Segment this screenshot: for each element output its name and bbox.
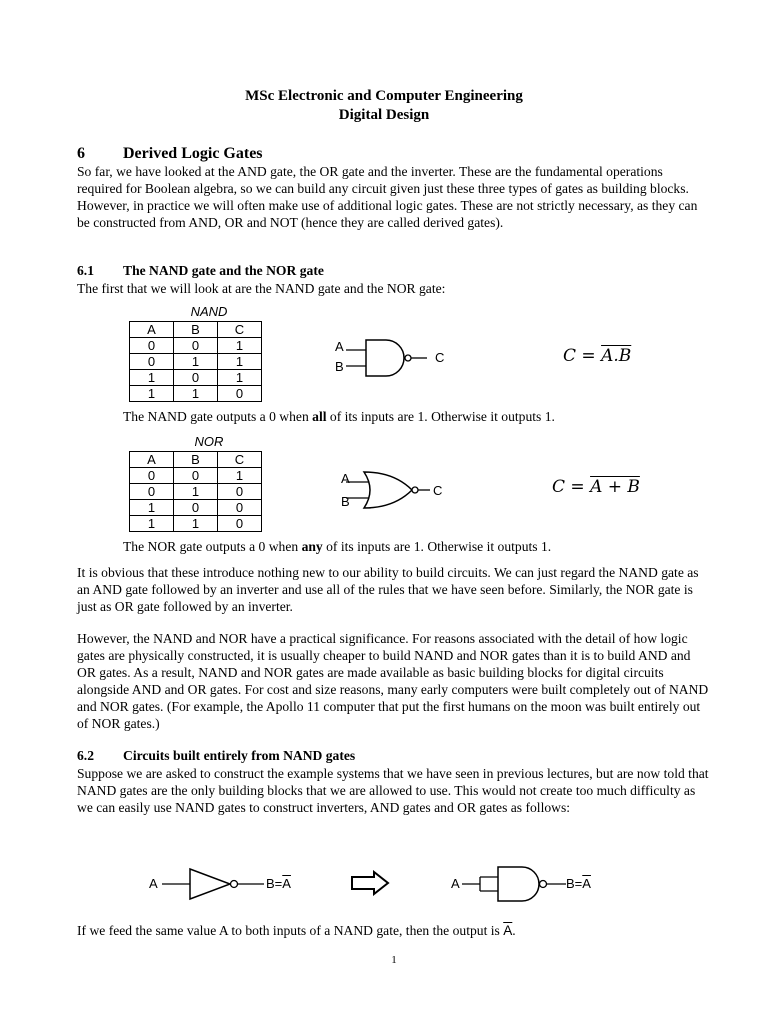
output-text: B= — [566, 876, 583, 891]
table-row — [130, 484, 262, 500]
table-cell: 1 — [130, 500, 174, 516]
table-row — [130, 468, 262, 484]
equation-lhs: C = — [552, 477, 591, 497]
section-6-2-heading — [77, 748, 355, 764]
table-cell: 0 — [130, 468, 174, 484]
table-header-cell: A — [130, 322, 174, 338]
nand-input-b-label: B — [335, 359, 344, 374]
section-number: 6 — [77, 145, 85, 162]
table-cell: 0 — [218, 386, 262, 402]
table-cell: 1 — [218, 468, 262, 484]
nor-input-b-label: B — [341, 494, 350, 509]
output-text: B= — [266, 876, 283, 891]
table-header-cell: A — [130, 452, 174, 468]
table-cell: 0 — [218, 516, 262, 532]
sentence-bar-text: $\overline{A}$ — [503, 923, 513, 938]
table-header-cell: C — [218, 322, 262, 338]
sentence-text: . — [512, 923, 516, 938]
table-row — [130, 516, 262, 532]
desc-bold: any — [301, 539, 323, 554]
table-header-row — [130, 322, 262, 338]
table-cell: 1 — [174, 516, 218, 532]
table-cell: 1 — [130, 370, 174, 386]
nand-equation — [563, 346, 631, 366]
table-row — [130, 354, 262, 370]
output-bar-text: $\overline{A}$ — [582, 876, 591, 891]
table-header-cell: C — [218, 452, 262, 468]
sentence-text: If we feed the same value A to both inputs of a NAND gate, then the output is — [77, 923, 504, 938]
table-cell: 0 — [218, 500, 262, 516]
table-cell: 0 — [130, 484, 174, 500]
section-title: Derived Logic Gates — [123, 145, 263, 162]
paragraph-obvious: It is obvious that these introduce nothing new to our ability to build circuits. We can just regard the NAND gate as an AND gate followed by an inverter and use all of the rules that we have seen before. Similarly, the NOR gate is just as OR gate followed by an inverter. — [77, 565, 699, 614]
section-title: Circuits built entirely from NAND gates — [123, 748, 356, 763]
page-number: 1 — [391, 954, 397, 966]
section-6-2-paragraph: Suppose we are asked to construct the example systems that we have seen in previous lectures, but are now told that NAND gates are the only building blocks that we are allowed to use. This would not create too much difficulty as we can easily use NAND gates to construct inverters, AND gates and OR gates as follows: — [77, 766, 709, 815]
equation-rhs-bar: A + B — [590, 477, 640, 497]
nor-input-a-label: A — [341, 471, 350, 486]
desc-bold: all — [312, 409, 327, 424]
table-row — [130, 370, 262, 386]
nand-table-caption: NAND — [190, 304, 228, 319]
equation-lhs: C = — [563, 346, 602, 366]
nand-input-a-label: A — [335, 339, 344, 354]
section-title: The NAND gate and the NOR gate — [123, 263, 324, 278]
desc-text: of its inputs are 1. Otherwise it outputs 1. — [322, 539, 552, 554]
table-cell: 1 — [130, 386, 174, 402]
paragraph-however: However, the NAND and NOR have a practical significance. For reasons associated with the detail of how logic gates are physically constructed, it is usually cheaper to build NAND and NOR gates than it is to build AND and OR gates. As a result, NAND and NOR gates are made available as basic building blocks for digital circuits alongside AND and OR gates. For cost and size reasons, many early computers were built completely out of NAND and NOR gates. (For example, the Apollo 11 computer that put the first humans on the moon was built entirely out of NOR gates.) — [77, 631, 709, 731]
final-sentence — [77, 922, 711, 939]
table-cell: 0 — [130, 338, 174, 354]
nand-inverter-input-label: A — [451, 876, 460, 891]
nor-output-label: C — [433, 483, 443, 498]
table-cell: 1 — [174, 354, 218, 370]
table-header-row — [130, 452, 262, 468]
nand-description — [123, 409, 555, 425]
section-number: 6.1 — [77, 263, 94, 278]
doc-subtitle: Digital Design — [338, 107, 430, 123]
table-row — [130, 500, 262, 516]
table-cell: 1 — [218, 354, 262, 370]
table-cell: 0 — [218, 484, 262, 500]
table-cell: 1 — [130, 516, 174, 532]
table-header-cell: B — [174, 322, 218, 338]
inverter-input-label: A — [149, 876, 158, 891]
table-cell: 0 — [174, 338, 218, 354]
table-row — [130, 338, 262, 354]
inverter-symbol — [160, 866, 270, 902]
nand-gate-symbol — [332, 336, 452, 380]
nand-truth-table — [129, 321, 262, 402]
table-cell: 1 — [218, 370, 262, 386]
section-6-1-intro: The first that we will look at are the NAND gate and the NOR gate: — [77, 281, 446, 296]
table-cell: 0 — [174, 500, 218, 516]
section-6-heading — [77, 145, 263, 163]
nor-description — [123, 539, 551, 555]
desc-text: The NAND gate outputs a 0 when — [123, 409, 313, 424]
table-cell: 1 — [174, 484, 218, 500]
inverter-output-label — [266, 876, 291, 891]
output-bar-text: $\overline{A}$ — [282, 876, 291, 891]
desc-text: of its inputs are 1. Otherwise it outputs 1. — [326, 409, 555, 424]
table-cell: 0 — [174, 370, 218, 386]
section-6-1-heading — [77, 263, 324, 279]
table-cell: 1 — [218, 338, 262, 354]
table-header-cell: B — [174, 452, 218, 468]
nand-inverter-output-label — [566, 876, 591, 891]
equation-rhs-bar: A.B — [601, 346, 632, 366]
table-cell: 0 — [130, 354, 174, 370]
nor-equation — [552, 477, 640, 497]
nor-truth-table — [129, 451, 262, 532]
doc-title: MSc Electronic and Computer Engineering — [245, 88, 523, 104]
nor-table-caption: NOR — [194, 434, 224, 449]
desc-text: The NOR gate outputs a 0 when — [123, 539, 302, 554]
implies-arrow-icon — [350, 870, 392, 896]
section-6-paragraph: So far, we have looked at the AND gate, the OR gate and the inverter. These are the fundamental operations required for Boolean algebra, so we can build any circuit given just these three types of gates as building blocks. However, in practice we will often make use of additional logic gates. These are not strictly necessary, as they can be constructed from AND, OR and NOT (hence they are called derived gates). — [77, 164, 698, 230]
nand-as-inverter-symbol — [460, 864, 572, 904]
nand-output-label: C — [435, 350, 445, 365]
section-number: 6.2 — [77, 748, 94, 763]
table-cell: 1 — [174, 386, 218, 402]
table-row — [130, 386, 262, 402]
table-cell: 0 — [174, 468, 218, 484]
